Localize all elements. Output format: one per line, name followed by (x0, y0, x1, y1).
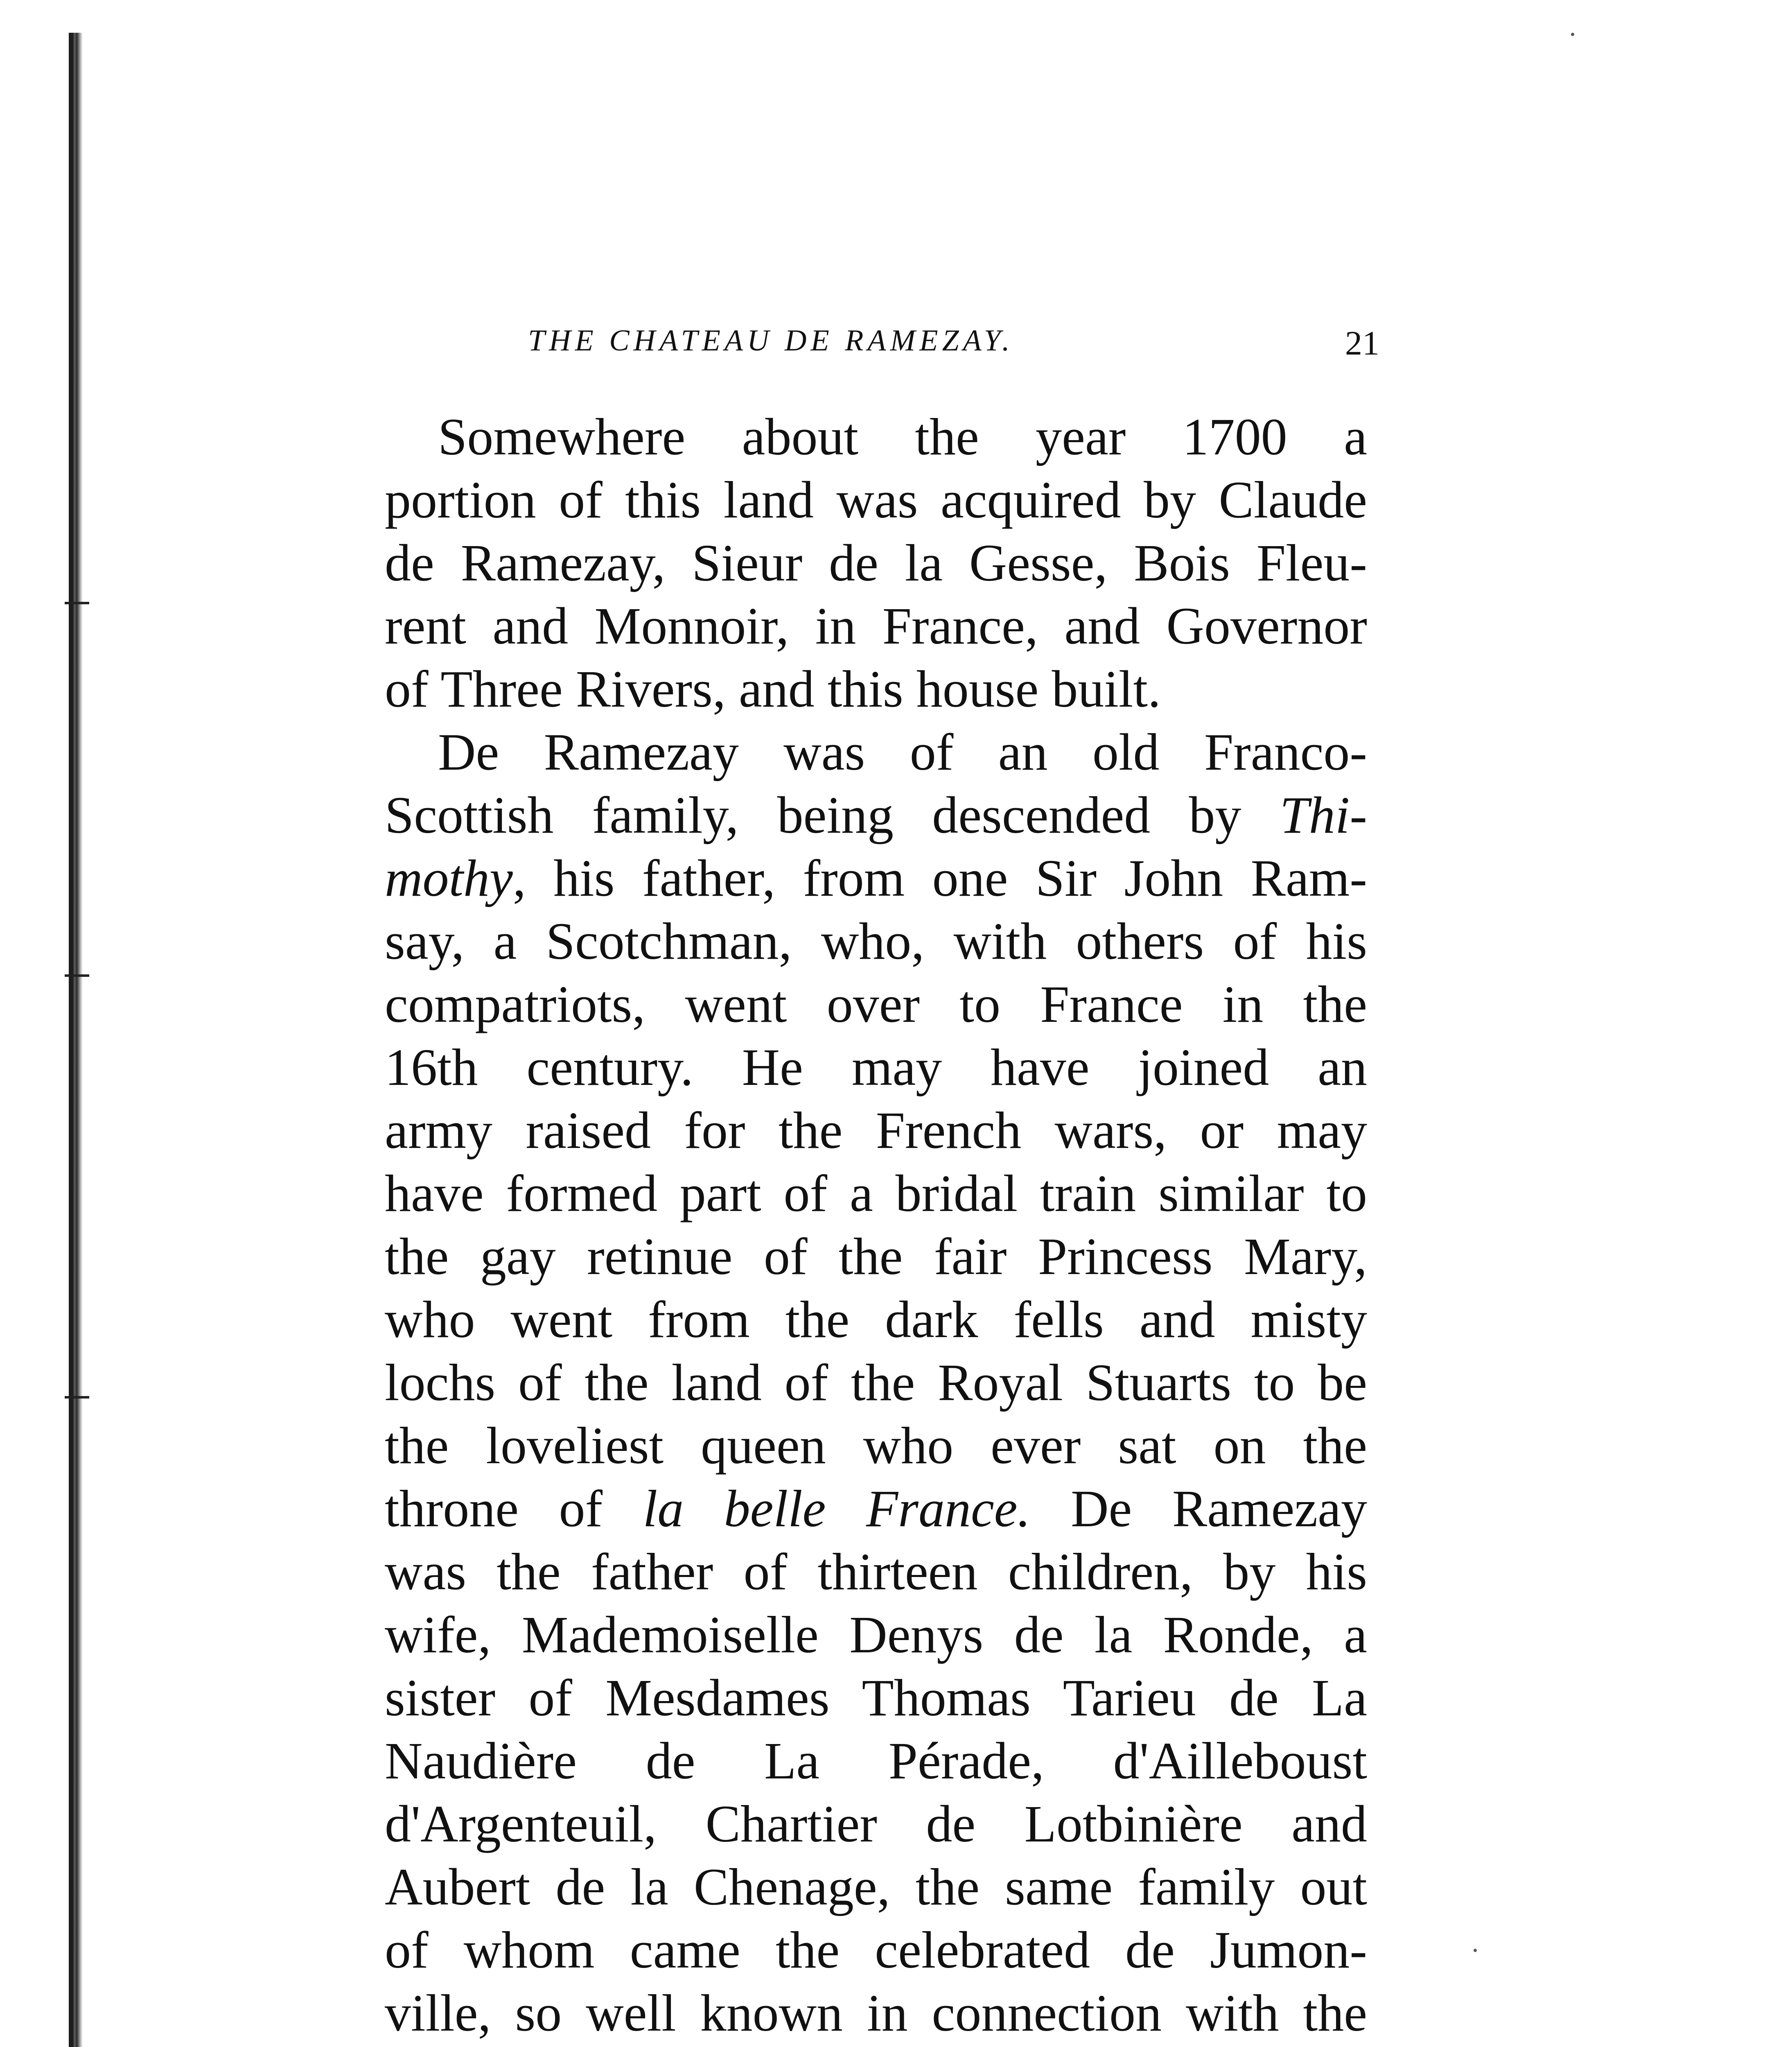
text-line: army raised for the French wars, or may (385, 1101, 1367, 1159)
italic-name: Thi- (1280, 786, 1367, 844)
text-line: Naudière de La Pérade, d'Ailleboust (385, 1732, 1367, 1790)
text-fragment: Scottish family, being descended by (385, 786, 1280, 844)
text-line: have formed part of a bridal train similar to (385, 1164, 1367, 1222)
running-head (528, 323, 1379, 373)
body-text (385, 405, 1367, 2045)
text-line: Aubert de la Chenage, the same family out (385, 1858, 1367, 1916)
text-line: rent and Monnoir, in France, and Governor (385, 597, 1367, 655)
text-line: of whom came the celebrated de Jumon- (385, 1921, 1367, 1979)
running-title: THE CHATEAU DE RAMEZAY. (528, 324, 1014, 357)
text-line (385, 1477, 1367, 1540)
binding-edge (69, 33, 83, 2047)
text-line: ville, so well known in connection with the (385, 1984, 1367, 2042)
page-number: 21 (1345, 324, 1379, 362)
binding-mark (65, 602, 89, 604)
text-line: of Three Rivers, and this house built. (385, 660, 1161, 718)
text-line: de Ramezay, Sieur de la Gesse, Bois Fleu- (385, 534, 1367, 592)
text-fragment: De Ramezay (1030, 1480, 1367, 1538)
text-fragment: , his father, from one Sir John Ram- (512, 849, 1367, 907)
text-line (385, 784, 1367, 847)
text-line: d'Argenteuil, Chartier de Lotbinière and (385, 1795, 1367, 1853)
text-line: wife, Mademoiselle Denys de la Ronde, a (385, 1606, 1367, 1664)
italic-phrase: la belle France. (643, 1480, 1031, 1538)
binding-mark (65, 974, 89, 977)
text-line: say, a Scotchman, who, with others of his (385, 912, 1367, 970)
text-line: portion of this land was acquired by Claude (385, 471, 1367, 529)
text-line: lochs of the land of the Royal Stuarts to be (385, 1353, 1367, 1412)
text-line: Somewhere about the year 1700 a (438, 408, 1367, 466)
italic-name: mothy (385, 849, 513, 907)
text-line: compatriots, went over to France in the (385, 975, 1367, 1033)
text-line: was the father of thirteen children, by his (385, 1543, 1367, 1601)
scan-speck (1474, 1949, 1477, 1952)
text-line: who went from the dark fells and misty (385, 1290, 1367, 1349)
text-line: 16th century. He may have joined an (385, 1038, 1367, 1096)
text-fragment: throne of (385, 1480, 643, 1538)
text-line: the loveliest queen who ever sat on the (385, 1417, 1367, 1475)
text-line: sister of Mesdames Thomas Tarieu de La (385, 1669, 1367, 1727)
text-line: De Ramezay was of an old Franco- (438, 723, 1367, 781)
text-line (385, 847, 1367, 910)
binding-mark (65, 1396, 89, 1399)
scan-speck (1571, 33, 1574, 36)
text-line: the gay retinue of the fair Princess Mary, (385, 1227, 1367, 1286)
